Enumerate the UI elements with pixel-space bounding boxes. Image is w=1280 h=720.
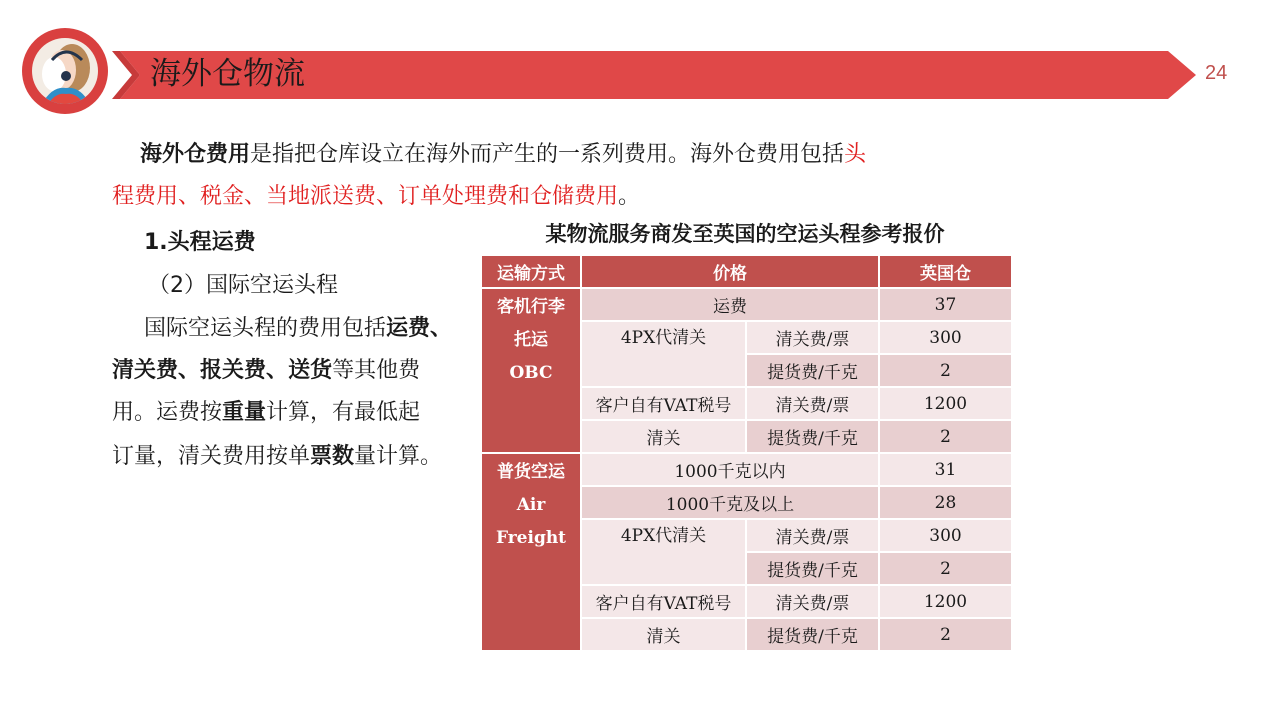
category-label-en: OBC	[509, 363, 553, 383]
intro-text: 是指把仓库设立在海外而产生的一系列费用。海外仓费用包括	[250, 142, 845, 167]
cell-value: 31	[879, 453, 1012, 486]
slide-title: 海外仓物流	[150, 56, 305, 92]
body-bold: 报关费	[200, 358, 267, 383]
category-label-en: Freight	[495, 528, 567, 548]
intro-highlight-1: 头	[844, 142, 867, 167]
section-subheading	[148, 265, 338, 307]
section-heading	[144, 222, 256, 264]
category-label-en: Air	[516, 495, 546, 515]
cell-item: 清关费/票	[746, 387, 879, 420]
cell-group-line1: 客户自有VAT税号	[581, 585, 746, 618]
body-bold: 清关费	[112, 358, 179, 383]
intro-end: 。	[618, 184, 641, 209]
cell-item: 清关费/票	[746, 321, 879, 354]
category-label: 客机行李	[497, 297, 565, 317]
section-subheading-text: （2）国际空运头程	[148, 273, 338, 298]
category-air-freight	[481, 453, 581, 651]
intro-line-1	[140, 134, 866, 176]
intro-highlight-2: 程费用、税金、当地派送费、订单处理费和仓储费用	[112, 184, 619, 209]
cell-value: 28	[879, 486, 1012, 519]
page-number: 24	[1205, 62, 1228, 84]
headset-person-icon	[32, 38, 98, 104]
cell-item: 提货费/千克	[746, 618, 879, 651]
body-bold: 运费、	[386, 316, 453, 341]
cell-value: 2	[879, 552, 1012, 585]
header-transport: 运输方式	[481, 255, 581, 288]
body-text: 等其他费	[332, 358, 421, 383]
customer-service-avatar-logo	[22, 28, 108, 114]
cell-item: 清关费/票	[746, 585, 879, 618]
category-label: 托运	[514, 330, 548, 350]
cell-value: 2	[879, 354, 1012, 387]
cell-tier-label: 1000千克及以上	[581, 486, 879, 519]
body-text: 国际空运头程的费用包括	[144, 316, 387, 341]
body-line-2	[112, 350, 420, 392]
category-label: 普货空运	[497, 462, 565, 482]
intro-line-2	[112, 176, 640, 218]
header-price: 价格	[581, 255, 879, 288]
body-bold: 重量	[222, 400, 267, 425]
table-row	[481, 453, 1012, 486]
body-text: 订量，清关费用按单	[112, 444, 311, 469]
table-header-row	[481, 255, 1012, 288]
cell-value: 37	[879, 288, 1012, 321]
body-line-3	[112, 392, 420, 434]
cell-item: 提货费/千克	[746, 354, 879, 387]
section-heading-text: 1.头程运费	[144, 230, 256, 255]
table-row	[481, 288, 1012, 321]
body-bold: 、	[266, 358, 289, 383]
body-line-1	[144, 308, 452, 350]
cell-value: 2	[879, 420, 1012, 453]
category-obc	[481, 288, 581, 453]
cell-item: 清关费/票	[746, 519, 879, 552]
price-table	[480, 254, 1013, 652]
body-bold: 送货	[288, 358, 333, 383]
cell-value: 2	[879, 618, 1012, 651]
cell-item: 提货费/千克	[746, 552, 879, 585]
cell-group: 4PX代清关	[581, 321, 746, 387]
body-text: 量计算。	[354, 444, 443, 469]
body-text: 计算，有最低起	[266, 400, 421, 425]
header-uk-warehouse: 英国仓	[879, 255, 1012, 288]
cell-value: 300	[879, 321, 1012, 354]
table-title: 某物流服务商发至英国的空运头程参考报价	[545, 222, 945, 246]
body-text: 用。运费按	[112, 400, 223, 425]
cell-tier-label: 1000千克以内	[581, 453, 879, 486]
cell-group-line2: 清关	[581, 420, 746, 453]
cell-group-line1: 客户自有VAT税号	[581, 387, 746, 420]
cell-value: 1200	[879, 585, 1012, 618]
body-line-4	[112, 436, 442, 478]
cell-group: 4PX代清关	[581, 519, 746, 585]
cell-value: 1200	[879, 387, 1012, 420]
intro-term: 海外仓费用	[140, 142, 251, 167]
body-bold: 、	[178, 358, 201, 383]
cell-value: 300	[879, 519, 1012, 552]
cell-freight-label: 运费	[581, 288, 879, 321]
cell-item: 提货费/千克	[746, 420, 879, 453]
body-bold: 票数	[310, 444, 355, 469]
cell-group-line2: 清关	[581, 618, 746, 651]
